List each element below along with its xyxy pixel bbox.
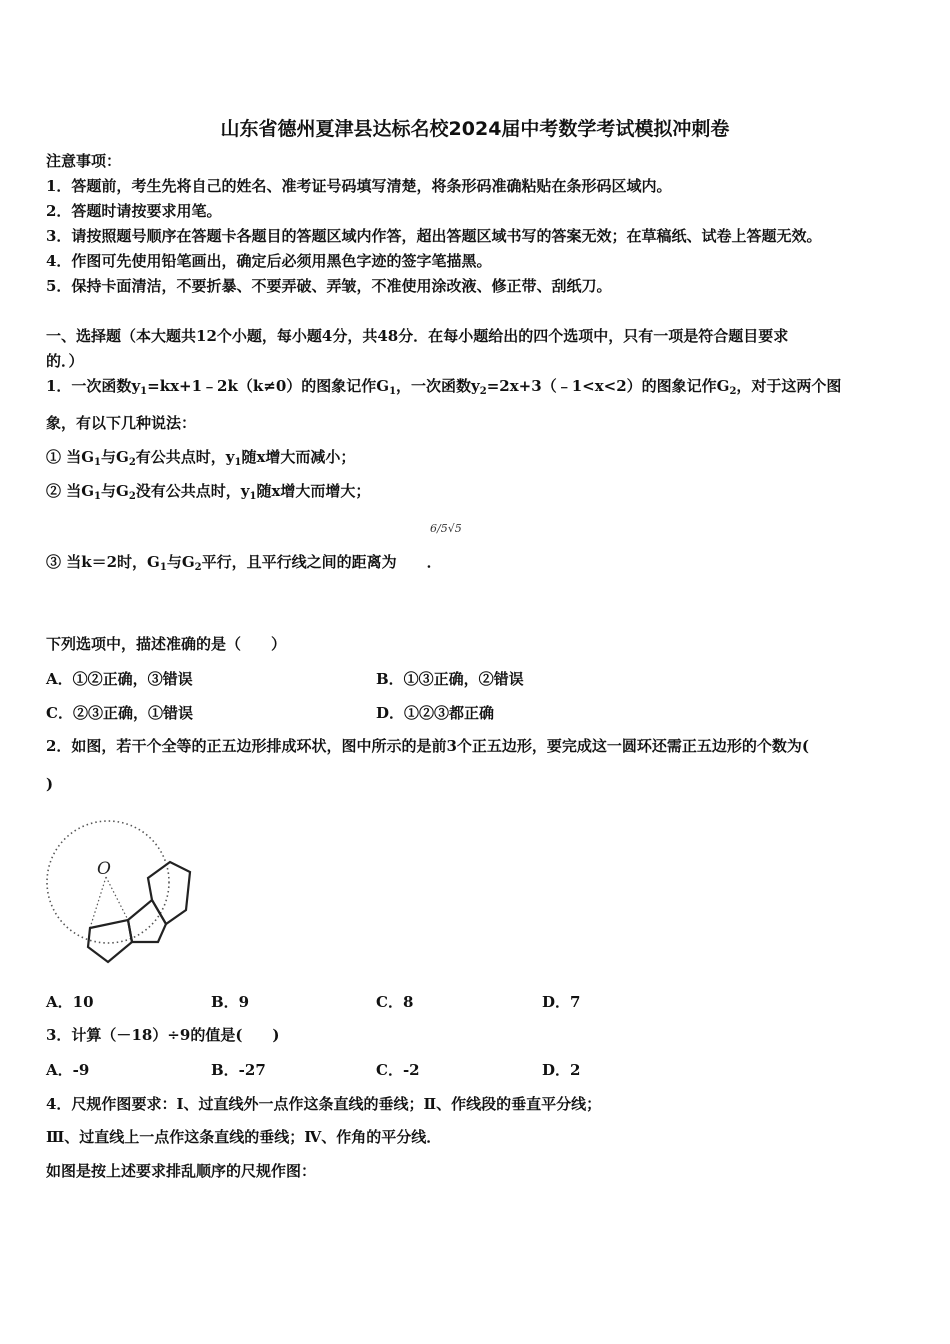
- q3-option-d: D．2: [542, 1061, 581, 1079]
- q1-statement-1: ① 当$G_1$与$G_2$有公共点时，$y_1$随x增大而减小；: [46, 448, 356, 468]
- notice-item: 1．答题前，考生先将自己的姓名、准考证号码填写清楚，将条形码准确粘贴在条形码区域内。: [46, 177, 672, 195]
- q4-stem-cont: Ⅲ、过直线上一点作这条直线的垂线；Ⅳ、作角的平分线．: [46, 1128, 442, 1146]
- page-title: 山东省德州夏津县达标名校2024届中考数学考试模拟冲刺卷: [220, 118, 730, 140]
- section-heading: 一、选择题（本大题共12个小题，每小题4分，共48分．在每小题给出的四个选项中，只有一项是符合题目要求: [46, 327, 789, 345]
- q1-stem: 1．一次函数$y_1=kx+1﹣2k(k\ne 0)$的图象记作$G_1$，一次函数$y_2=2x+3(﹣1<x<2)$的图象记作$G_2$，对于这两个图: [46, 377, 842, 397]
- pentagon-2: [128, 900, 166, 942]
- q1-option-c: C．②③正确，①错误: [46, 704, 193, 722]
- notice-item: 4．作图可先使用铅笔画出，确定后必须用黑色字迹的签字笔描黑。: [46, 252, 492, 270]
- q3-option-c: C．-2: [376, 1061, 420, 1079]
- q1-statement-3: ③ 当k＝2时，$G_1$与$G_2$平行，且平行线之间的距离为 ．: [46, 553, 442, 573]
- q2-option-c: C．8: [376, 993, 414, 1011]
- pentagon-ring-figure: [40, 812, 210, 972]
- q3-stem: 3．计算（－18）÷9的值是( ): [46, 1026, 280, 1044]
- q1-prompt: 下列选项中，描述准确的是（ ）: [46, 635, 287, 653]
- q2-option-a: A．10: [46, 993, 94, 1011]
- center-label-o: O: [97, 859, 111, 879]
- section-heading-cont: 的．）: [46, 352, 84, 370]
- notice-item: 5．保持卡面清洁，不要折暴、不要弄破、弄皱，不准使用涂改液、修正带、刮纸刀。: [46, 277, 612, 295]
- q1-option-b: B．①③正确，②错误: [376, 670, 524, 688]
- q3-option-a: A．-9: [46, 1061, 90, 1079]
- q2-option-d: D．7: [542, 993, 581, 1011]
- q1-statement-2: ② 当$G_1$与$G_2$没有公共点时，$y_1$随x增大而增大；: [46, 482, 371, 502]
- notice-item: 3．请按照题号顺序在答题卡各题目的答题区域内作答，超出答题区域书写的答案无效；在草稿纸、试卷上答题无效。: [46, 227, 822, 245]
- q1-option-d: D．①②③都正确: [376, 704, 495, 722]
- dotted-radius: [90, 877, 106, 928]
- q4-stem: 4．尺规作图要求：Ⅰ、过直线外一点作这条直线的垂线；Ⅱ、作线段的垂直平分线；: [46, 1095, 602, 1113]
- q3-option-b: B．-27: [211, 1061, 266, 1079]
- pentagon-3: [148, 862, 190, 924]
- notice-item: 2．答题时请按要求用笔。: [46, 202, 222, 220]
- distance-fraction: 6/5√5: [430, 522, 462, 535]
- q1-stem-cont: 象，有以下几种说法：: [46, 414, 197, 432]
- q2-stem-cont: ): [46, 775, 54, 793]
- notice-heading: 注意事项：: [46, 152, 122, 170]
- q2-stem: 2．如图，若干个全等的正五边形排成环状，图中所示的是前3个正五边形，要完成这一圆环还需正五边形的个数为(: [46, 737, 809, 755]
- q2-option-b: B．9: [211, 993, 250, 1011]
- q4-stem-figure-intro: 如图是按上述要求排乱顺序的尺规作图：: [46, 1162, 317, 1180]
- dotted-radius: [106, 877, 128, 920]
- q1-option-a: A．①②正确，③错误: [46, 670, 193, 688]
